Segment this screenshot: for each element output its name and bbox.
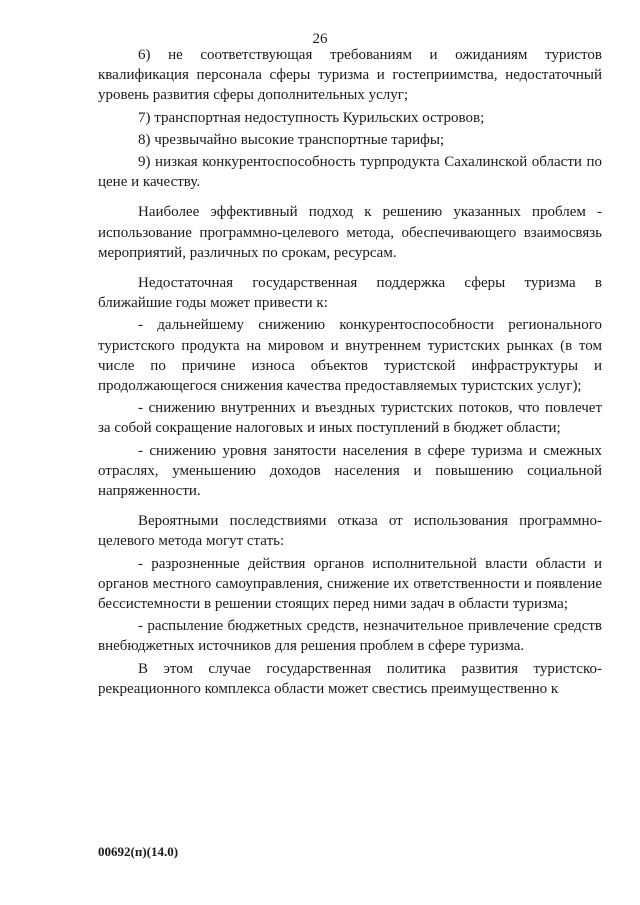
paragraph-insufficient-support: Недостаточная государственная поддержка сферы туризма в ближайшие годы может привести к: xyxy=(98,275,602,312)
paragraph-bullet-budget-dispersion: - распыление бюджетных средств, незначительное привлечение средств внебюджетных источников для решения проблем в сфере туризма. xyxy=(98,618,602,655)
paragraph-approach: Наиболее эффективный подход к решению указанных проблем - использование программно-целевого метода, обеспечивающего взаимосвязь мероприятий, различных по срокам, ресурсам. xyxy=(98,204,602,261)
paragraph-item-9: 9) низкая конкурентоспособность турпродукта Сахалинской области по цене и качеству. xyxy=(98,154,602,191)
paragraph-bullet-fragmented-actions: - разрозненные действия органов исполнительной власти области и органов местного самоуправления, снижение их ответственности и появление бессистемности в решении стоящих перед ними задач в области туризма; xyxy=(98,555,602,613)
paragraph-bullet-employment: - снижению уровня занятости населения в сфере туризма и смежных отраслях, уменьшению доходов населения и повышению социальной напряженности. xyxy=(98,442,602,500)
paragraph-bullet-tourist-flows: - снижению внутренних и въездных туристских потоков, что повлечет за собой сокращение налоговых и иных поступлений в бюджет области; xyxy=(98,400,602,437)
document-body xyxy=(98,45,602,701)
page-number: 26 xyxy=(312,31,328,47)
paragraph-item-8: 8) чрезвычайно высокие транспортные тарифы; xyxy=(138,131,445,148)
document-code: 00692(п)(14.0) xyxy=(98,844,179,859)
paragraph-consequences: Вероятными последствиями отказа от использования программно-целевого метода могут стать: xyxy=(98,513,602,550)
paragraph-bullet-competitiveness: - дальнейшему снижению конкурентоспособности регионального туристского продукта на мировом и внутреннем туристских рынках (в том числе по причине износа объектов туристской инфраструктуры и продолжающегося снижения качества предоставляемых туристских услуг); xyxy=(98,317,602,395)
paragraph-state-policy: В этом случае государственная политика развития туристско-рекреационного комплекса области может свестись преимущественно к xyxy=(98,660,602,697)
paragraph-item-6: 6) не соответствующая требованиям и ожиданиям туристов квалификация персонала сферы туризма и гостеприимства, недостаточный уровень развития сферы дополнительных услуг; xyxy=(98,47,602,104)
paragraph-item-7: 7) транспортная недоступность Курильских островов; xyxy=(138,109,485,126)
